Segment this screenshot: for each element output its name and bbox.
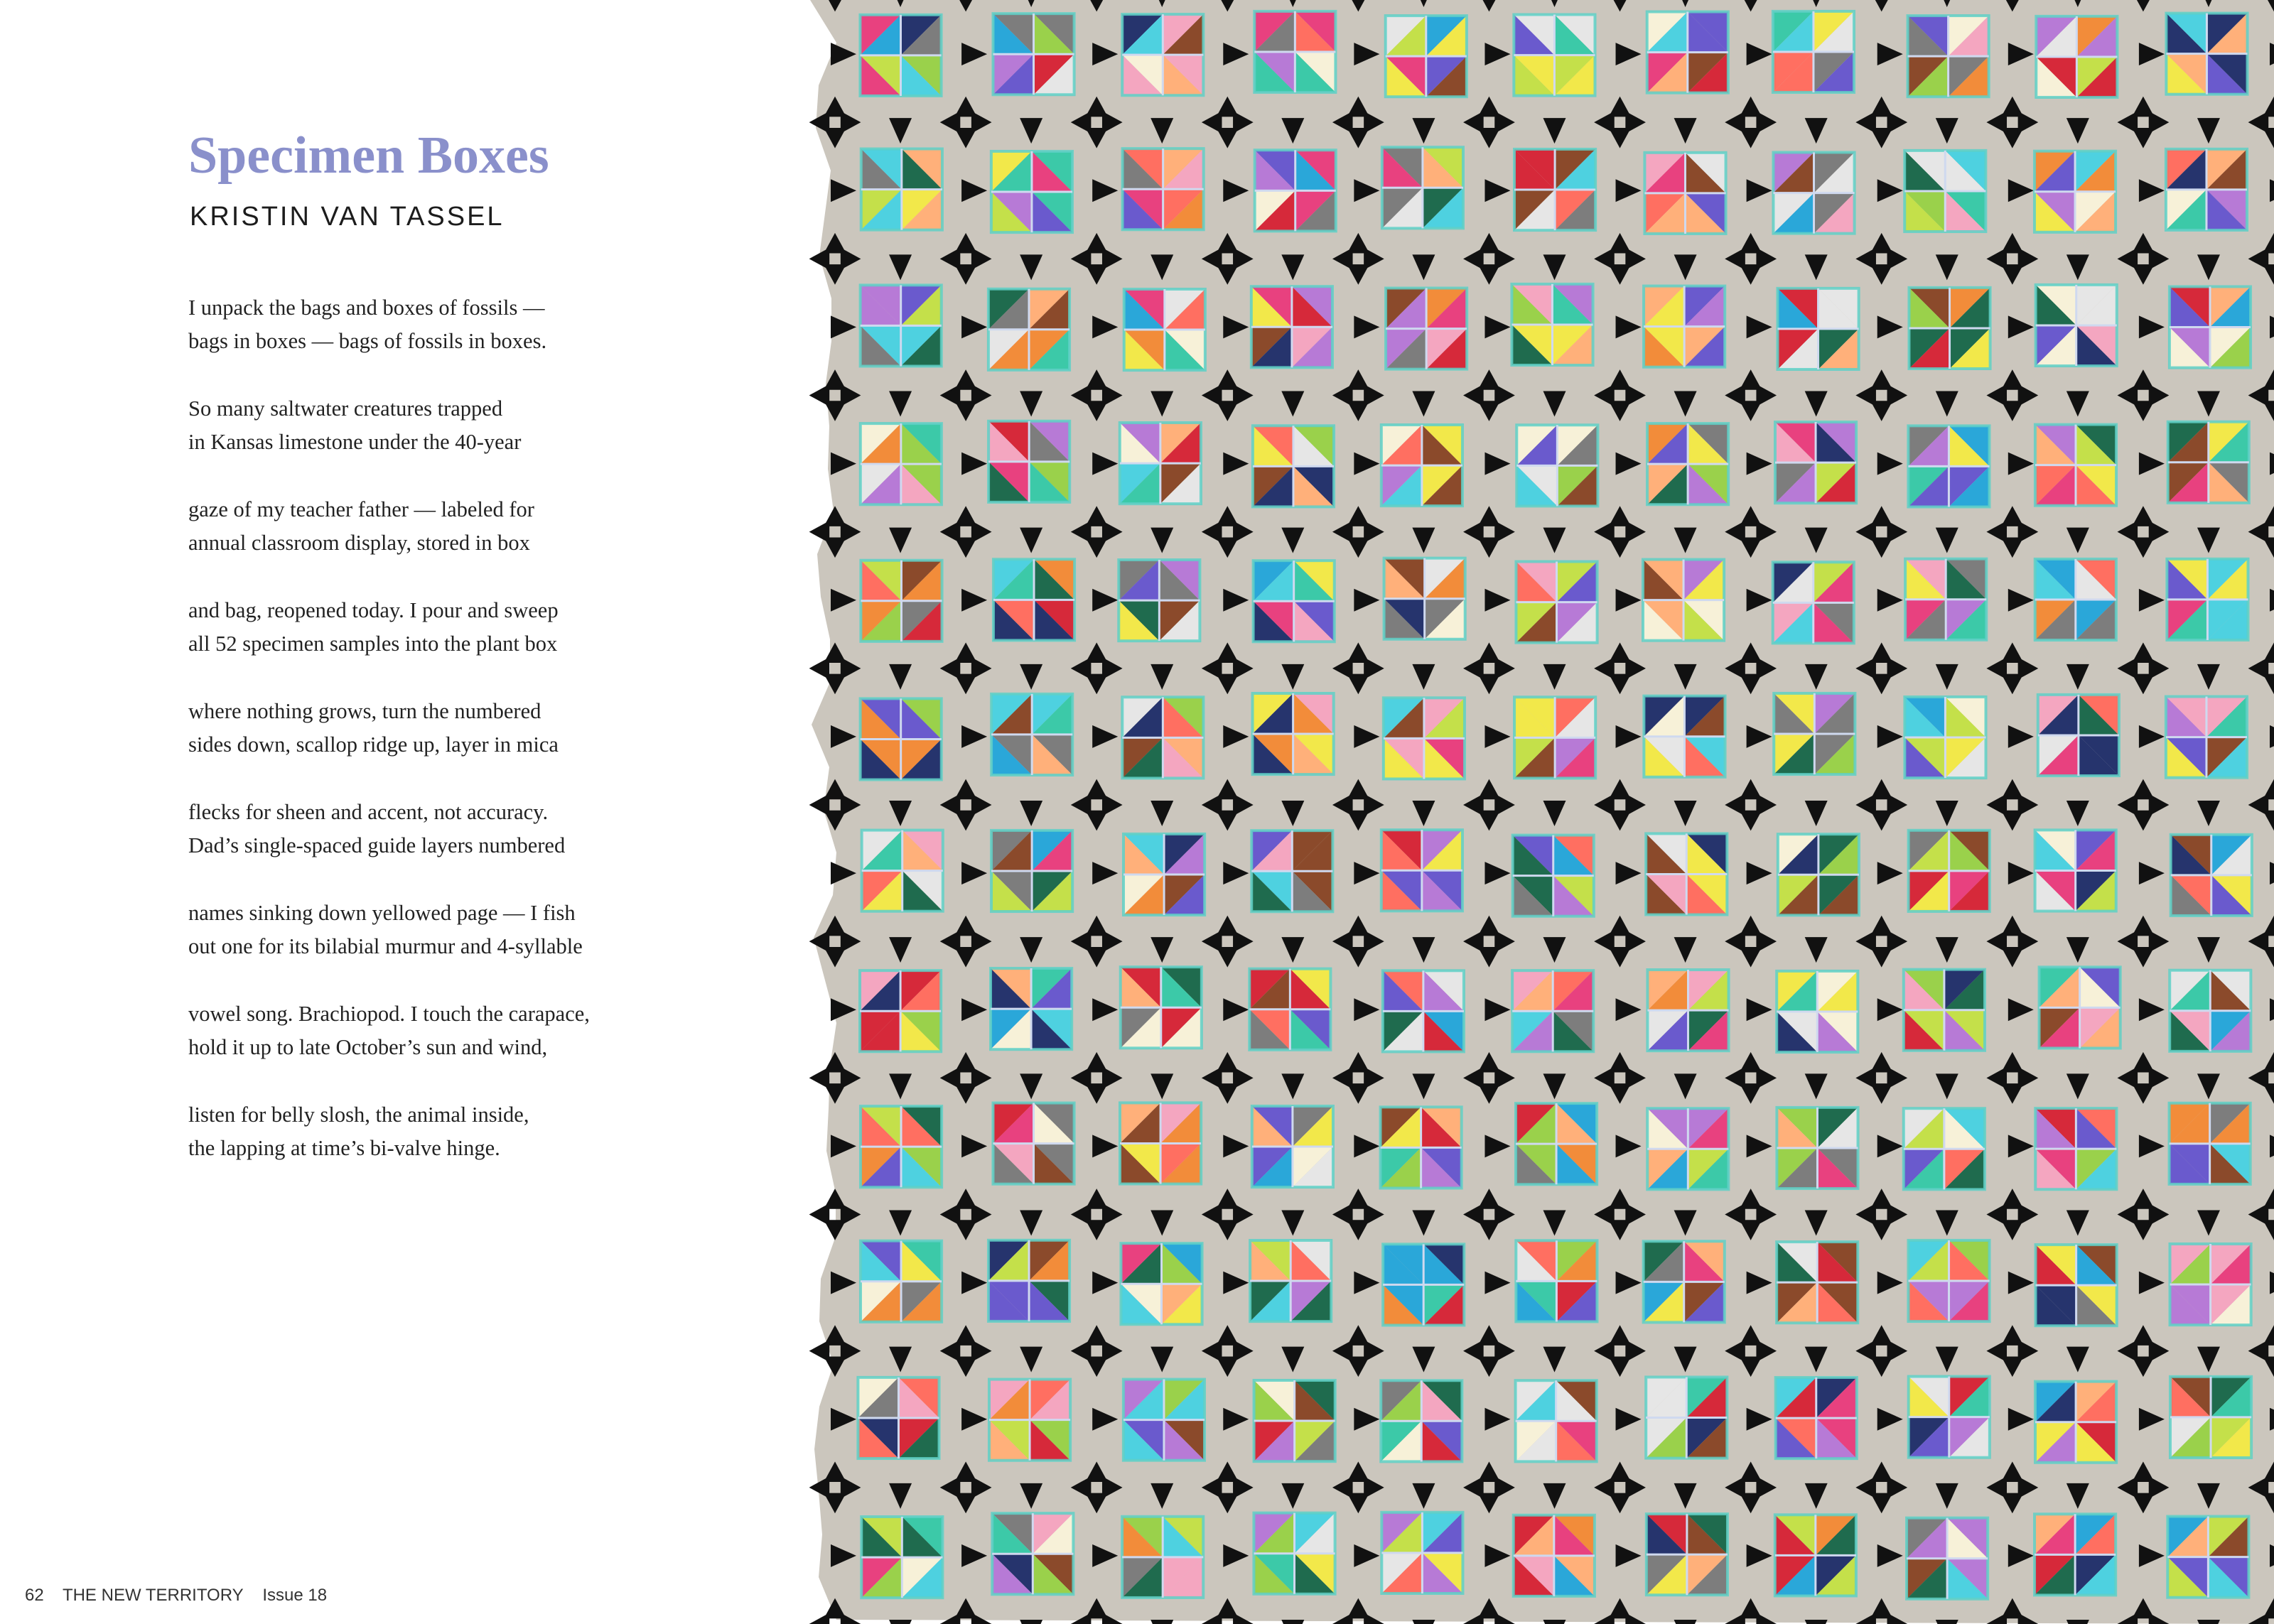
poem-stanza (188, 594, 771, 661)
star-triangle (2270, 998, 2274, 1021)
star-triangle (809, 248, 830, 270)
quilt-block (991, 694, 1072, 775)
quilt-block (1121, 1243, 1202, 1324)
quilt-block (1773, 11, 1854, 92)
artwork-image (796, 0, 2274, 1624)
quilt-block (861, 1517, 942, 1598)
star-triangle (2270, 179, 2274, 202)
quilt-block (1647, 12, 1728, 93)
star-triangle (2270, 453, 2274, 475)
quilt-block (1644, 1241, 1725, 1322)
quilt-block (1381, 1380, 1462, 1461)
quilt-block (1644, 696, 1725, 777)
star-triangle (809, 1067, 830, 1089)
poem-stanza (188, 796, 771, 862)
poem-line: in Kansas limestone under the 40-year (188, 430, 522, 454)
poem-body (188, 291, 771, 1199)
quilt-block (1253, 693, 1334, 774)
quilt-block (1122, 697, 1203, 778)
poem-stanza (188, 997, 771, 1064)
quilt-block (1122, 14, 1203, 95)
quilt-block (1120, 423, 1201, 504)
quilt-block (2035, 1514, 2116, 1595)
quilt-block (861, 149, 942, 230)
poem-stanza (188, 392, 771, 459)
quilt-block (1908, 1240, 1989, 1321)
star-triangle (1805, 1620, 1828, 1624)
star-triangle (2270, 589, 2274, 612)
quilt-block (2170, 1377, 2251, 1458)
quilt-block (858, 1377, 939, 1458)
quilt-block (991, 830, 1072, 911)
quilt-block (1123, 1380, 1205, 1461)
star-triangle (2270, 315, 2274, 338)
poem-line: bags in boxes — bags of fossils in boxes. (188, 329, 547, 353)
quilt-block (1516, 425, 1597, 506)
poem-line: Dad’s single-spaced guide layers numbered (188, 833, 566, 857)
quilt-block (1382, 147, 1463, 228)
quilt-block (1249, 969, 1330, 1050)
star-triangle (1020, 1620, 1042, 1624)
quilt-block (1516, 1103, 1597, 1184)
poem-line: I unpack the bags and boxes of fossils — (188, 296, 545, 320)
star-triangle (2270, 1408, 2274, 1431)
quilt-block (1908, 426, 1989, 507)
star-triangle (2270, 1135, 2274, 1157)
quilt-block (1904, 697, 1985, 778)
quilt-block (1904, 1108, 1985, 1189)
quilt-block (1646, 833, 1727, 914)
quilt-block (1647, 1108, 1728, 1189)
star-triangle (1936, 1620, 1958, 1624)
poem-line: flecks for sheen and accent, not accuracy. (188, 800, 549, 824)
quilt-block (2036, 16, 2117, 97)
star-triangle (809, 521, 830, 543)
poem-line: gaze of my teacher father — labeled for (188, 497, 534, 521)
star-triangle (809, 794, 830, 816)
quilt-block (1254, 11, 1335, 92)
issue-label: Issue 18 (262, 1586, 328, 1605)
quilt-block (989, 1380, 1070, 1461)
star-triangle (2270, 1544, 2274, 1567)
quilt-block (1254, 1513, 1335, 1594)
quilt-block (1120, 1103, 1201, 1184)
quilt-block (1516, 562, 1597, 643)
quilt-block (1250, 1240, 1331, 1321)
quilt-block (2168, 422, 2249, 503)
quilt-block (1511, 284, 1593, 365)
quilt-block (1514, 697, 1595, 778)
quilt-block (1908, 16, 1989, 97)
star-triangle (1543, 1620, 1566, 1624)
quilt-block (1905, 559, 1986, 640)
star-triangle (2197, 1620, 2220, 1624)
quilt-block (2039, 967, 2121, 1048)
quilt-block (1251, 830, 1332, 911)
quilt-block (2166, 697, 2247, 778)
quilt-block (1909, 1377, 1990, 1458)
quilt-block (1777, 288, 1858, 369)
quilt-block (1119, 560, 1200, 641)
quilt-block (1251, 286, 1332, 367)
page-number: 62 (25, 1586, 44, 1605)
quilt-block (1124, 289, 1205, 370)
poem-line: and bag, reopened today. I pour and sweep (188, 598, 559, 622)
quilt-block (1646, 1377, 1727, 1458)
quilt-block (1254, 561, 1335, 642)
quilt-block (988, 289, 1069, 370)
quilt-block (1381, 1512, 1462, 1593)
quilt-block (988, 1240, 1069, 1321)
star-triangle (889, 1620, 912, 1624)
poem-line: hold it up to late October’s sun and wind, (188, 1035, 548, 1059)
quilt-block (1383, 970, 1464, 1051)
star-triangle (809, 1613, 830, 1624)
quilt-block (1121, 967, 1202, 1048)
quilt-block (2035, 151, 2116, 232)
quilt-block (860, 15, 941, 96)
star-triangle (2270, 43, 2274, 65)
poem-author: KRISTIN VAN TASSEL (190, 202, 505, 232)
star-triangle (1281, 1620, 1304, 1624)
poem-stanza (188, 695, 771, 762)
quilt-block (1384, 698, 1465, 779)
quilt-block (1516, 1380, 1597, 1461)
poem-stanza (188, 291, 771, 358)
quilt-block (861, 1241, 942, 1322)
quilt-block (861, 1106, 942, 1187)
quilt-block (1514, 15, 1595, 96)
quilt-block (2166, 149, 2247, 230)
quilt-block (993, 559, 1074, 640)
quilt-block (991, 151, 1072, 232)
quilt-block (2035, 1108, 2116, 1189)
quilt-block (1122, 1517, 1203, 1598)
quilt-block (1647, 1514, 1728, 1595)
quilt-block (993, 13, 1074, 94)
quilt-block (2170, 1244, 2251, 1325)
quilt-artwork (796, 0, 2274, 1624)
quilt-block (862, 830, 943, 911)
quilt-block (1776, 1377, 1857, 1458)
poem-line: where nothing grows, turn the numbered (188, 699, 541, 723)
quilt-block (1777, 1108, 1858, 1189)
quilt-block (1774, 693, 1855, 774)
star-triangle (2270, 725, 2274, 748)
quilt-block (1643, 560, 1724, 641)
quilt-block (1909, 288, 1990, 369)
quilt-block (1384, 558, 1465, 639)
quilt-block (1386, 288, 1467, 369)
poem-title: Specimen Boxes (188, 126, 549, 185)
quilt-block (991, 968, 1072, 1049)
poem-line: listen for belly slosh, the animal inside, (188, 1103, 529, 1127)
quilt-block (1775, 422, 1856, 503)
star-triangle (1151, 1620, 1173, 1624)
quilt-block (1904, 151, 1985, 232)
quilt-block (2167, 1517, 2248, 1598)
quilt-block (1516, 1240, 1597, 1321)
quilt-block (993, 1103, 1074, 1184)
poem-line: vowel song. Brachiopod. I touch the carapace, (188, 1002, 590, 1026)
star-triangle (1674, 1620, 1697, 1624)
star-triangle (2270, 862, 2274, 884)
poem-line: out one for its bilabial murmur and 4-syllable (188, 934, 583, 958)
quilt-block (1383, 1244, 1464, 1325)
quilt-block (1773, 153, 1854, 234)
quilt-block (861, 423, 942, 504)
quilt-block (2171, 835, 2252, 916)
quilt-block (1381, 425, 1462, 506)
quilt-block (1644, 286, 1725, 367)
quilt-block (1904, 970, 1985, 1051)
publication-name: THE NEW TERRITORY (62, 1586, 244, 1605)
poem-stanza (188, 897, 771, 963)
quilt-block (2036, 285, 2117, 366)
star-triangle (809, 657, 830, 679)
poem-line: So many saltwater creatures trapped (188, 396, 503, 421)
star-triangle (809, 384, 830, 406)
quilt-block (1647, 423, 1728, 504)
quilt-block (1909, 830, 1990, 911)
star-triangle (2066, 1620, 2089, 1624)
quilt-block (1253, 426, 1334, 507)
star-triangle (1412, 1620, 1435, 1624)
quilt-block (2035, 830, 2116, 911)
quilt-block (1512, 970, 1593, 1051)
quilt-block (1514, 149, 1595, 230)
quilt-block (2038, 695, 2119, 776)
quilt-block (1381, 830, 1462, 911)
poem-line: sides down, scallop ridge up, layer in mica (188, 732, 559, 757)
quilt-block (2035, 425, 2116, 506)
quilt-block (1386, 16, 1467, 97)
poem-line: annual classroom display, stored in box (188, 531, 530, 555)
quilt-block (2167, 559, 2248, 640)
quilt-block (2170, 970, 2251, 1051)
quilt-block (861, 561, 942, 642)
poem-line: names sinking down yellowed page — I fish (188, 901, 576, 925)
quilt-block (1123, 834, 1205, 915)
star-triangle (2270, 1272, 2274, 1294)
poem-page (0, 0, 810, 1624)
quilt-block (1773, 562, 1854, 643)
poem-stanza (188, 1098, 771, 1165)
quilt-block (1123, 148, 1204, 229)
quilt-block (1775, 1515, 1856, 1596)
quilt-block (860, 970, 941, 1051)
quilt-block (1252, 1106, 1333, 1187)
quilt-block (992, 1513, 1073, 1594)
page-footer (25, 1586, 341, 1606)
quilt-block (861, 285, 942, 366)
quilt-block (1513, 835, 1594, 916)
quilt-block (2036, 1245, 2117, 1326)
star-triangle (809, 1340, 830, 1362)
quilt-block (2170, 286, 2251, 367)
quilt-block (1647, 970, 1728, 1051)
poem-line: all 52 specimen samples into the plant box (188, 632, 558, 656)
star-triangle (809, 1203, 830, 1225)
quilt-block (1255, 150, 1336, 231)
quilt-block (1778, 834, 1859, 915)
poem-stanza (188, 493, 771, 560)
quilt-block (2166, 13, 2247, 94)
quilt-block (1907, 1518, 1988, 1599)
quilt-block (988, 421, 1069, 502)
quilt-block (1514, 1515, 1595, 1596)
quilt-block (2035, 1382, 2116, 1463)
poem-line: the lapping at time’s bi-valve hinge. (188, 1136, 500, 1160)
quilt-block (2035, 559, 2116, 640)
quilt-block (1777, 1242, 1858, 1323)
quilt-block (1381, 1107, 1462, 1188)
quilt-block (2170, 1103, 2251, 1184)
quilt-block (1777, 971, 1858, 1052)
quilt-block (861, 698, 942, 779)
quilt-block (1644, 153, 1725, 234)
quilt-block (1254, 1380, 1335, 1461)
